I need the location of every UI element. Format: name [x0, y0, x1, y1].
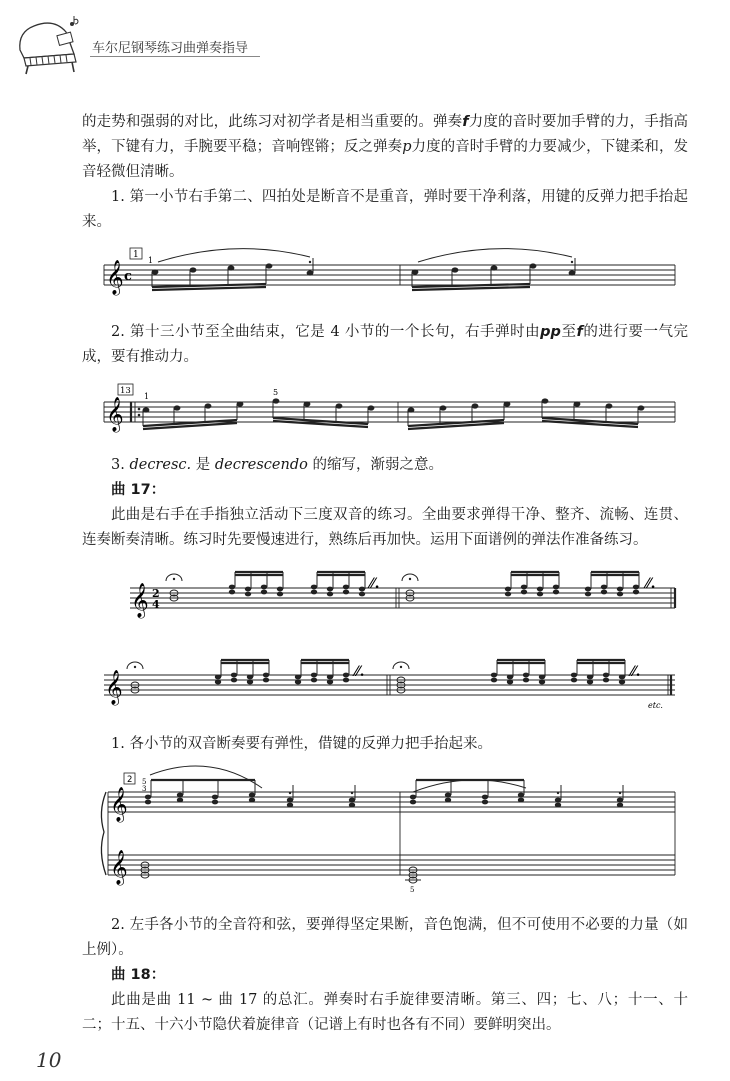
etude-17-note-2: 2. 左手各小节的全音符和弦，要弹得坚定果断，音色饱满，但不可使用不必要的力量（如上例）。: [82, 917, 688, 958]
svg-text:𝄞: 𝄞: [131, 583, 149, 618]
example-3-staff: [130, 572, 675, 619]
etude-17-heading: 曲 17：: [111, 482, 166, 498]
running-header-title: 车尔尼钢琴练习曲弹奏指导: [92, 41, 249, 56]
svg-text:etc.: etc.: [648, 701, 663, 710]
piano-illustration-icon: [14, 14, 86, 76]
svg-text:𝄞: 𝄞: [110, 787, 128, 822]
example-5-grand-staff: [101, 766, 675, 894]
svg-text:𝄞: 𝄞: [106, 260, 124, 295]
note-2-paragraph: 2. 第十三小节至全曲结束，它是 4 小节的一个长句，右手弹时由pp至f的进行要一气完成，要有推动力。: [82, 324, 689, 365]
svg-text:13: 13: [120, 386, 131, 396]
svg-text:1: 1: [133, 250, 139, 260]
etude-18-heading: 曲 18：: [111, 967, 166, 983]
svg-text:⁄⁄.: ⁄⁄.: [355, 664, 365, 680]
example-4-staff: [104, 660, 675, 710]
note-1-paragraph: 1. 第一小节右手第二、四拍处是断音不是重音，弹时要干净利落，用键的反弹力把手抬起来。: [82, 189, 688, 230]
svg-text:⁄⁄.: ⁄⁄.: [631, 664, 641, 680]
etude-17-note-1: 1. 各小节的双音断奏要有弹性，借键的反弹力把手抬起来。: [111, 736, 492, 752]
svg-text:𝄞: 𝄞: [105, 670, 123, 705]
example-2-staff: [104, 384, 675, 433]
svg-text:2: 2: [152, 587, 160, 600]
svg-text:c: c: [124, 269, 132, 284]
svg-text:5: 5: [142, 778, 147, 786]
svg-text:⁄⁄.: ⁄⁄.: [370, 576, 380, 592]
svg-text:1: 1: [144, 392, 150, 401]
example-1-staff: [104, 248, 675, 296]
etude-18-text: 此曲是曲 11 ~ 曲 17 的总汇。弹奏时右手旋律要清晰。第三、四；七、八；十一、十二；十五、十六小节隐伏着旋律音（记谱上有时也各有不同）要鲜明突出。: [82, 992, 688, 1033]
svg-text:5: 5: [410, 886, 415, 894]
ex5-box: 2: [127, 775, 133, 785]
svg-text:5: 5: [273, 388, 279, 397]
etude-17-text: 此曲是右手在手指独立活动下三度双音的练习。全曲要求弹得干净、整齐、流畅、连贯、连奏断奏清晰。练习时先要慢速进行，熟练后再加快。运用下面谱例的弹法作准备练习。: [82, 507, 688, 548]
intro-paragraph: 的走势和强弱的对比，此练习对初学者是相当重要的。弹奏f力度的音时要加手臂的力，手指高举，下键有力，手腕要平稳；音响铿锵；反之弹奏p力度的音时手臂的力要减少，下键柔和，发音轻微但清晰。: [82, 114, 689, 180]
svg-text:3: 3: [142, 785, 147, 793]
svg-text:𝄞: 𝄞: [106, 397, 124, 432]
header-rule: [90, 56, 260, 57]
note-3-paragraph: 3. decresc. 是 decrescendo 的缩写，渐弱之意。: [111, 457, 443, 473]
svg-text:4: 4: [152, 598, 160, 611]
page-number: 10: [36, 1048, 62, 1072]
svg-text:1: 1: [148, 256, 154, 265]
svg-text:⁄⁄.: ⁄⁄.: [646, 576, 656, 592]
svg-text:𝄞: 𝄞: [110, 850, 128, 885]
